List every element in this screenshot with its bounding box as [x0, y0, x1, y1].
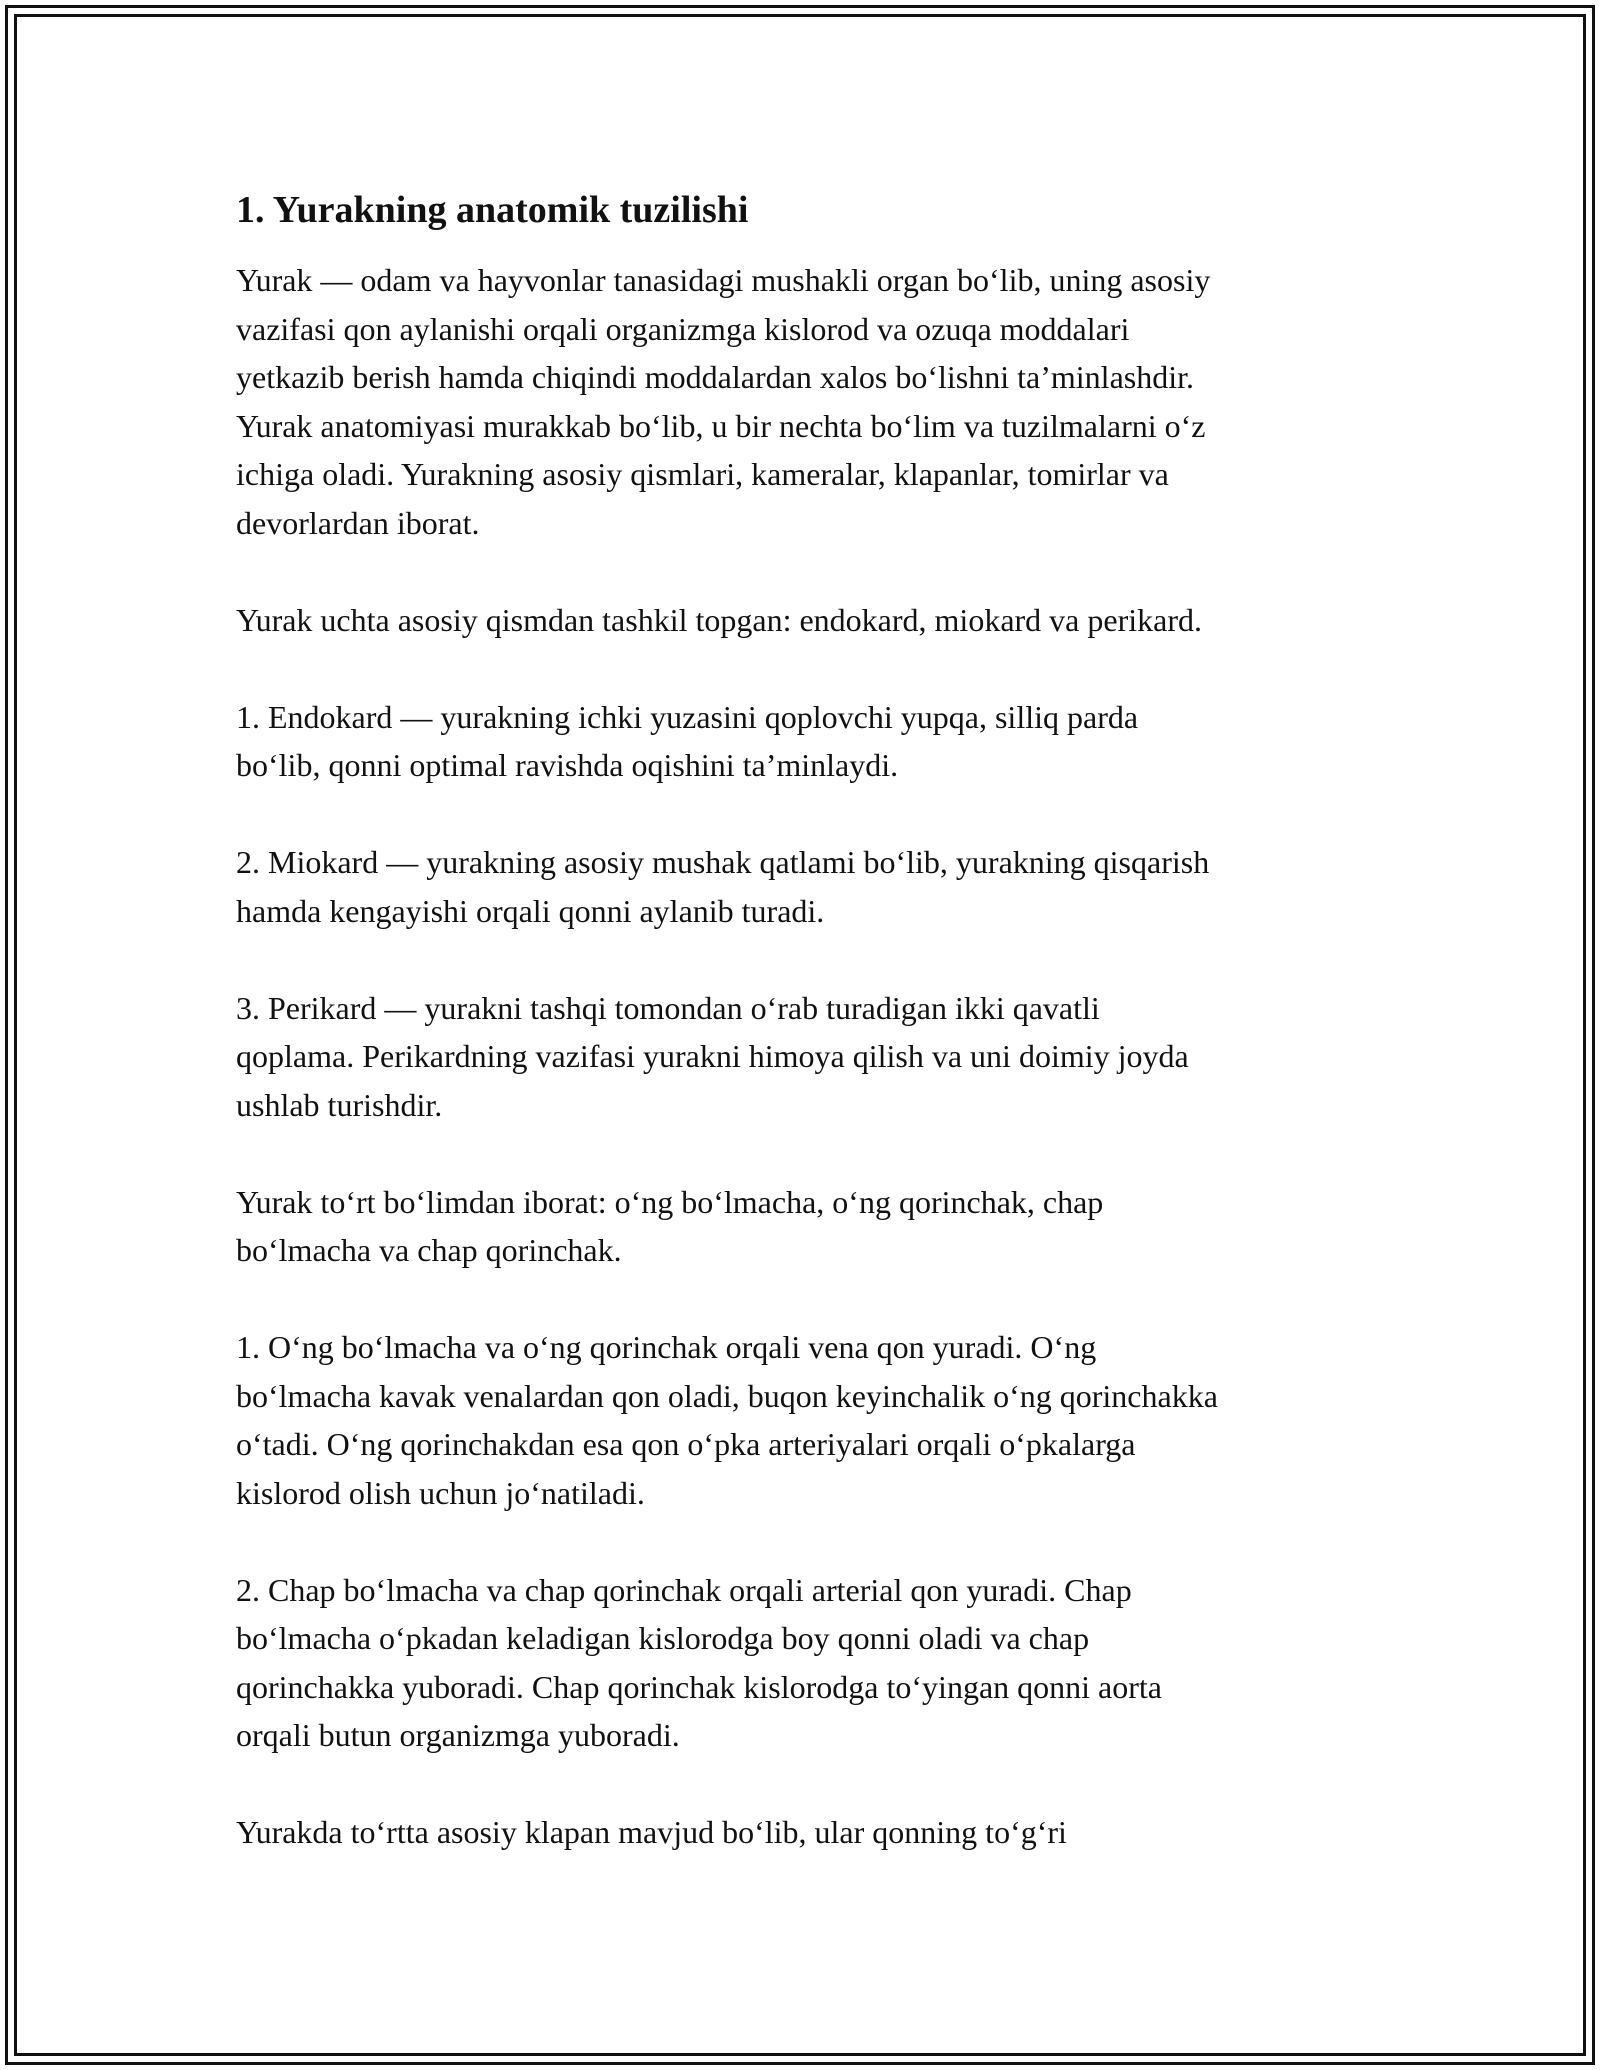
paragraph-left-side: 2. Chap bo‘lmacha va chap qorinchak orqali arterial qon yuradi. Chap bo‘lmacha o‘pkadan keladigan kislorodga boy qonni oladi va chap qorinchakka yuboradi. Chap qorinchak kislorodga to‘yingan qonni aorta orqali butun organizmga yuboradi.: [236, 1571, 1162, 1753]
paragraph-layers-summary: Yurak uchta asosiy qismdan tashkil topgan: endokard, miokard va perikard.: [236, 601, 1202, 638]
paragraph-endokard: 1. Endokard — yurakning ichki yuzasini qoplovchi yupqa, silliq parda bo‘lib, qonni optimal ravishda oqishini ta’minlaydi.: [236, 698, 1139, 783]
paragraph-right-side: 1. O‘ng bo‘lmacha va o‘ng qorinchak orqali vena qon yuradi. O‘ng bo‘lmacha kavak venalardan qon oladi, buqon keyinchalik o‘ng qorinchakka o‘tadi. O‘ng qorinchakdan esa qon o‘pka arteriyalari orqali o‘pkalarga kislorod olish uchun jo‘natiladi.: [236, 1329, 1218, 1511]
document-body: [236, 186, 1386, 1905]
paragraph-valves: Yurakda to‘rtta asosiy klapan mavjud bo‘lib, ular qonning to‘g‘ri: [236, 1814, 1067, 1850]
paragraph-miokard: 2. Miokard — yurakning asosiy mushak qatlami bo‘lib, yurakning qisqarish hamda kengayishi orqali qonni aylanib turadi.: [236, 844, 1210, 929]
paragraph-chambers-summary: Yurak to‘rt bo‘limdan iborat: o‘ng bo‘lmacha, o‘ng qorinchak, chap bo‘lmacha va chap qorinchak.: [236, 1183, 1104, 1268]
section-heading: 1. Yurakning anatomik tuzilishi: [236, 189, 749, 231]
paragraph-intro: Yurak — odam va hayvonlar tanasidagi mushakli organ bo‘lib, uning asosiy vazifasi qon aylanishi orqali organizmga kislorod va ozuqa moddalari yetkazib berish hamda chiqindi moddalardan xalos bo‘lishni ta’minlashdir. Yurak anatomiyasi murakkab bo‘lib, u bir nechta bo‘lim va tuzilmalarni o‘z ichiga oladi. Yurakning asosiy qismlari, kameralar, klapanlar, tomirlar va devorlardan iborat.: [236, 262, 1211, 541]
paragraph-perikard: 3. Perikard — yurakni tashqi tomondan o‘rab turadigan ikki qavatli qoplama. Perikardning vazifasi yurakni himoya qilish va uni doimiy joyda ushlab turishdir.: [236, 989, 1189, 1123]
